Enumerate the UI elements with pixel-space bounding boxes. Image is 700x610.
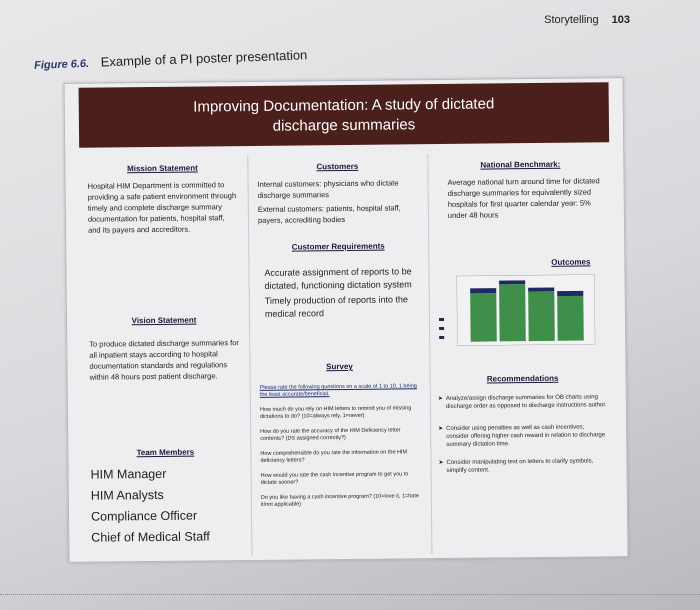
page-edge [0, 594, 700, 595]
survey-item: How do you rate the accuracy of the HIM Deficiency letter contents? (DS assigned correctly?) [260, 427, 401, 442]
team-member: HIM Manager [90, 466, 167, 482]
legend-swatch [439, 336, 444, 339]
recommendations-section [438, 372, 609, 484]
customers-section [257, 160, 418, 226]
benchmark-heading: National Benchmark: [480, 159, 561, 170]
survey-item: Please rate the following questions on a scale of 1 to 10, 1 being the least accurate/beneficial. [259, 383, 417, 398]
page-number: 103 [611, 14, 630, 26]
legend-swatch [439, 318, 444, 321]
chart-bar [528, 291, 555, 341]
survey-section [259, 360, 421, 517]
figure-caption-text: Example of a PI poster presentation [100, 47, 308, 70]
mission-section [87, 162, 238, 236]
recommendation-item: ➤ Consider manipulating text on letters to clarify symbols, simplify content. [438, 457, 608, 475]
chart-bar [557, 291, 583, 296]
outcomes-section [436, 256, 606, 275]
mission-text: Hospital HIM Department is committed to providing a safe patient environment through timely and complete discharge summary documentation for patients, hospital staff, and its payers and accreditors. [87, 180, 237, 235]
team-list [91, 463, 242, 549]
survey-heading: Survey [326, 361, 353, 372]
mission-heading: Mission Statement [127, 163, 198, 174]
requirements-section [258, 240, 419, 321]
poster-title [79, 82, 610, 148]
outcomes-chart [457, 274, 596, 345]
recommendation-item: ➤ Consider using penalties as well as cash incentives; consider offering higher cash reward in relation to discharge summary dictation time. [438, 423, 608, 449]
team-member: Compliance Officer [90, 508, 198, 524]
team-member: Chief of Medical Staff [91, 529, 210, 545]
requirement-item: Accurate assignment of reports to be dictated, functioning dictation system [264, 266, 412, 291]
team-heading: Team Members [136, 447, 195, 458]
customers-internal: Internal customers: physicians who dictate discharge summaries [257, 178, 399, 200]
survey-item: How would you rate the cash incentive program to get you to dictate sooner? [260, 471, 409, 486]
poster [64, 77, 629, 563]
vision-heading: Vision Statement [131, 315, 197, 326]
chart-bar [499, 280, 525, 284]
chart-legend [439, 318, 453, 345]
legend-swatch [439, 327, 444, 330]
recommendation-item: ➤ Analyze/assign discharge summaries for OB charts using discharge order as opposed to discharge instructions author. [438, 393, 608, 411]
column-divider [247, 156, 252, 556]
figure-number: Figure 6.6. [33, 57, 90, 72]
section-title: Storytelling [544, 14, 599, 26]
requirements-heading: Customer Requirements [291, 241, 385, 252]
vision-text: To produce dictated discharge summaries for all inpatient stays according to hospital documentation standards and regulations within 48 hours post patient discharge. [89, 338, 239, 382]
survey-item: How comprehensible do you rate the information on the HIM deficiency letters? [260, 449, 408, 464]
figure-caption [34, 47, 308, 72]
chart-bar [470, 293, 497, 342]
team-section [90, 446, 241, 549]
customers-heading: Customers [316, 161, 359, 172]
chart-bar [528, 287, 554, 291]
survey-item: Do you like having a cash incentive program? (10=love it, 1=hate it/not applicable) [260, 493, 419, 508]
survey-item: How much do you rely on HIM letters to remind you of missing dictations to do? (10=always rely, 1=never) [259, 405, 412, 420]
chart-bar [499, 284, 526, 341]
benchmark-section [435, 158, 606, 221]
customers-external: External customers: patients, hospital staff, payers, accrediting bodies [257, 203, 401, 225]
poster-title-line1: Improving Documentation: A study of dictated [193, 95, 495, 116]
chart-bar [470, 288, 496, 293]
column-divider [427, 154, 432, 554]
vision-section [89, 314, 240, 383]
running-head [544, 14, 630, 26]
benchmark-text: Average national turn around time for dictated discharge summaries for equivalently sized hospitals for first quarter calendar year: 5% under 48 hours [447, 176, 600, 220]
chart-bar [557, 296, 584, 341]
recommendations-heading: Recommendations [486, 373, 559, 384]
poster-title-line2: discharge summaries [272, 116, 416, 135]
requirement-item: Timely production of reports into the medical record [264, 294, 409, 319]
team-member: HIM Analysts [90, 487, 164, 503]
outcomes-heading: Outcomes [551, 257, 591, 267]
